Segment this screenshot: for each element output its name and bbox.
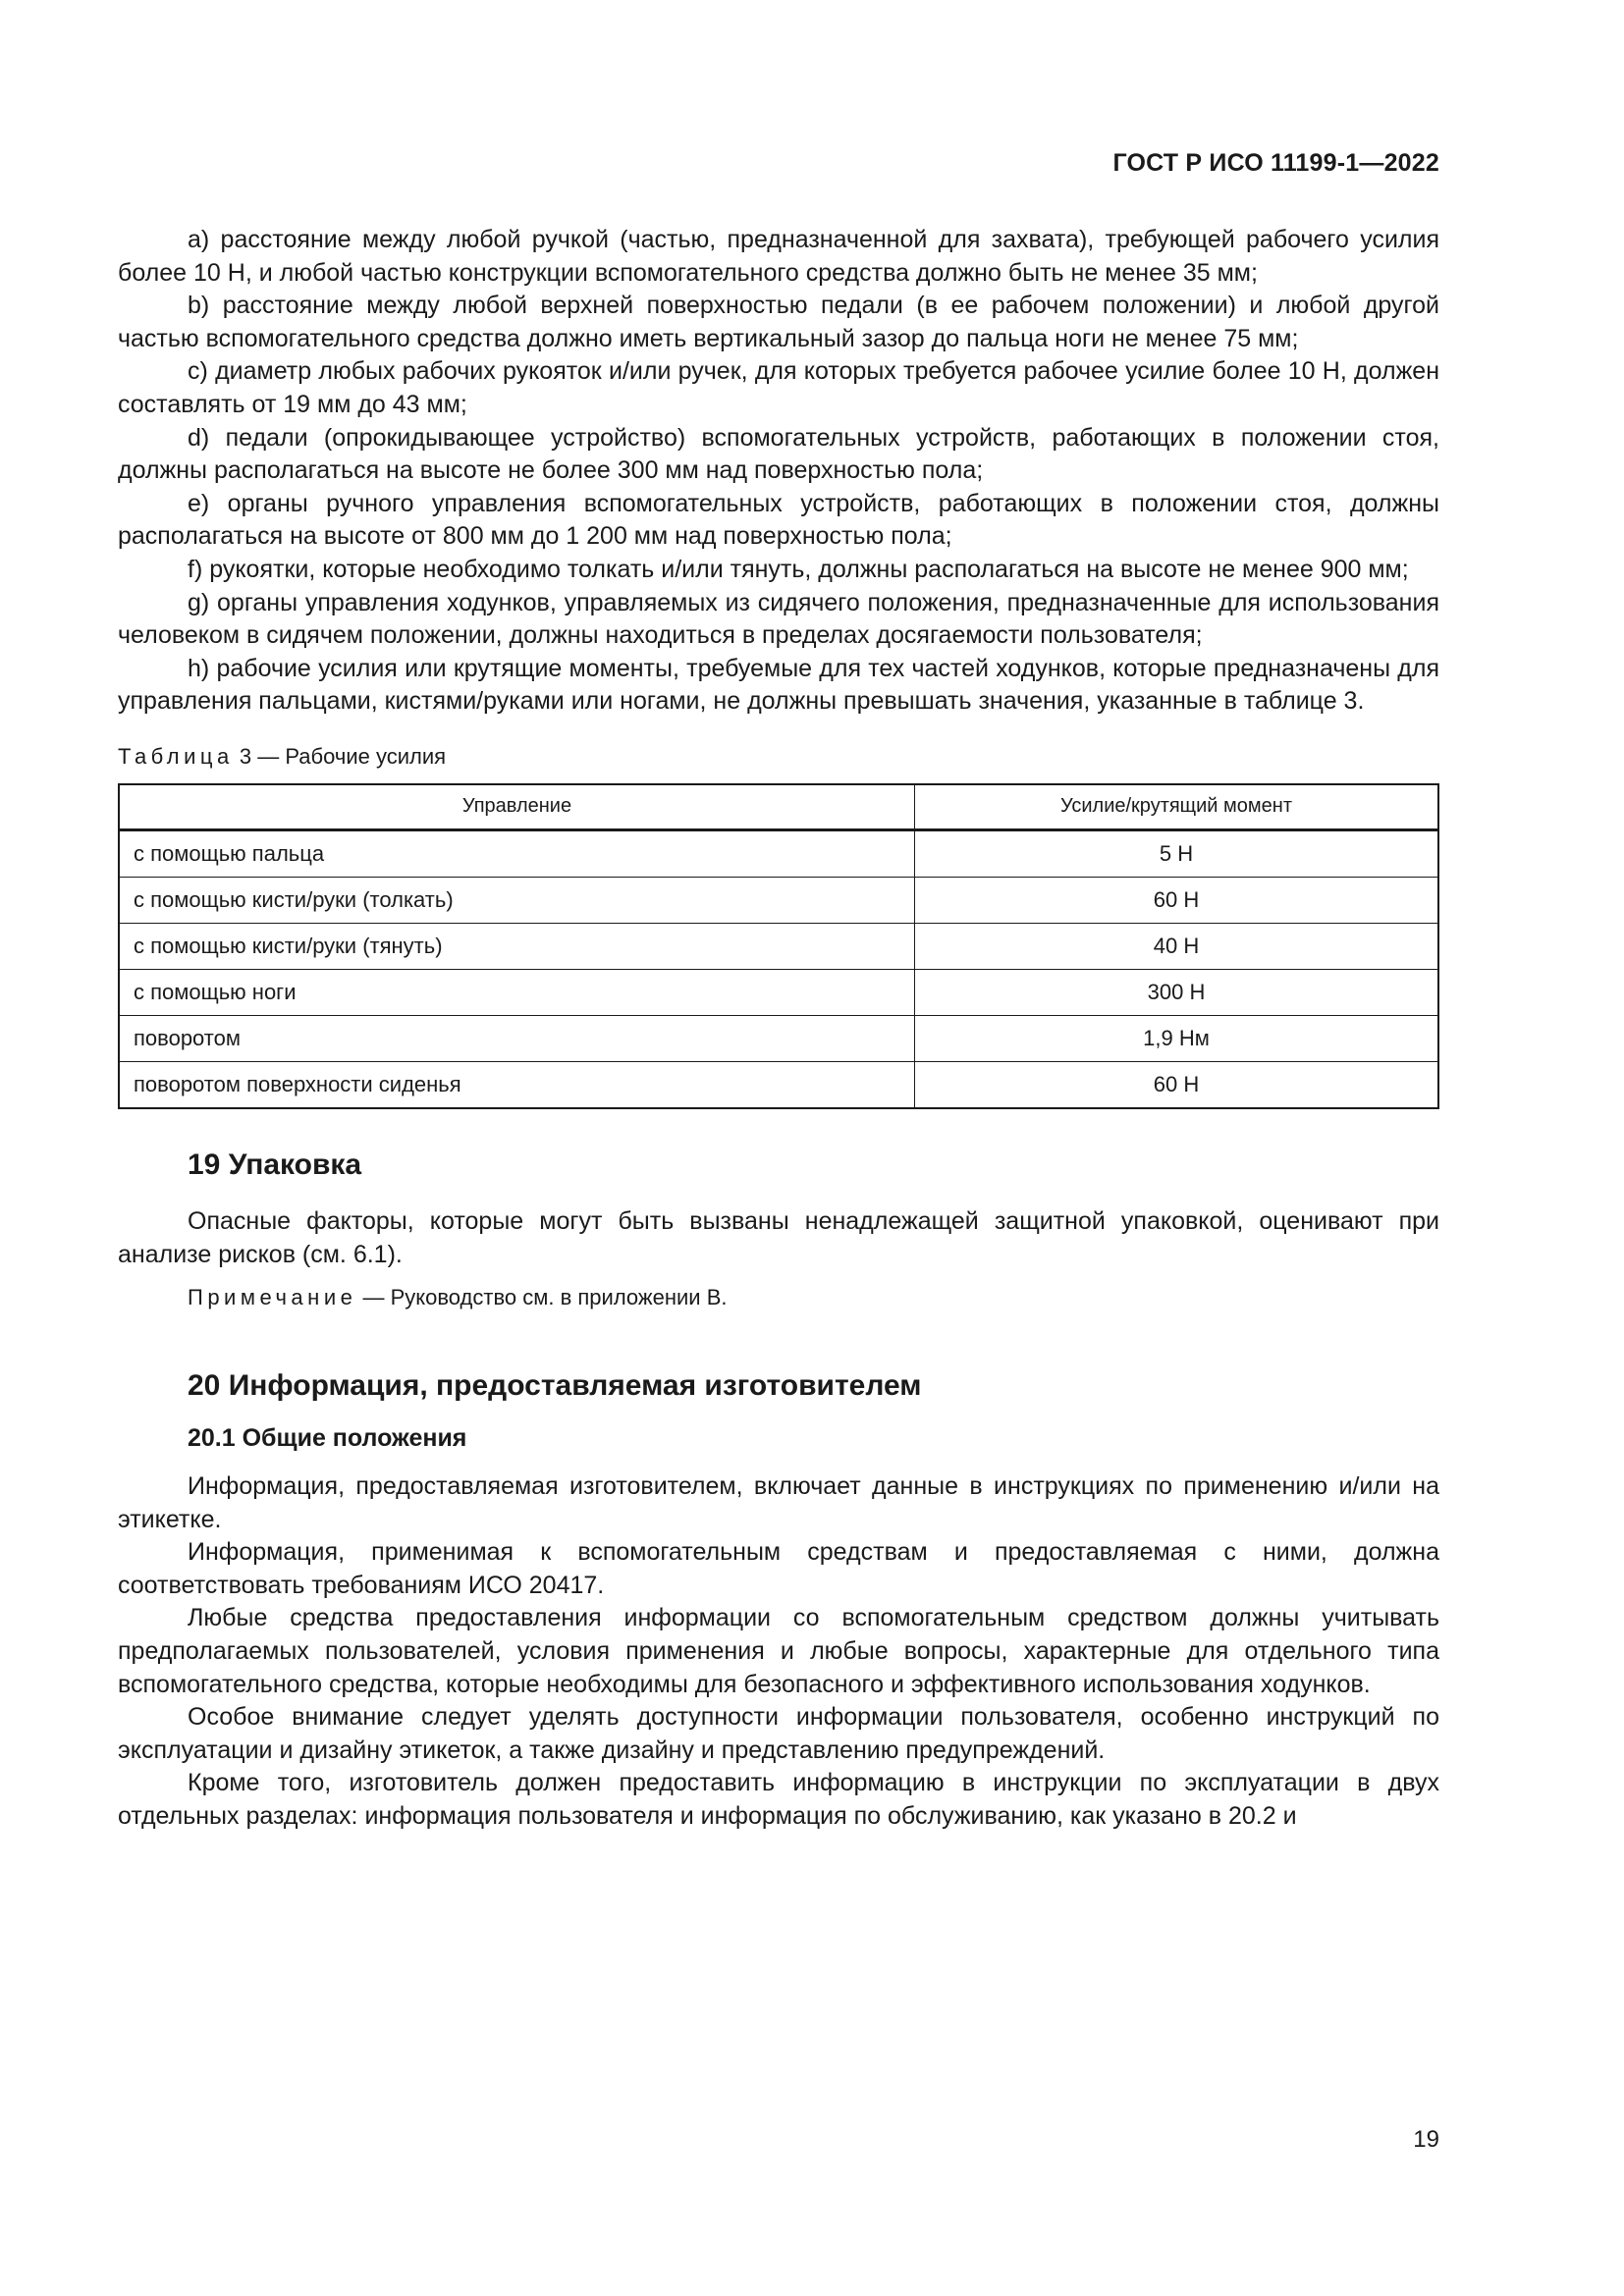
page-content	[118, 224, 1439, 1834]
note-text: — Руководство см. в приложении В.	[356, 1285, 728, 1310]
section-19-heading: 19 Упаковка	[188, 1148, 362, 1181]
document-code: ГОСТ Р ИСО 11199-1—2022	[1112, 149, 1439, 177]
table-cell-force: 40 Н	[915, 923, 1439, 969]
section-20-paragraph: Информация, применимая к вспомогательным средствам и предоставляемая с ними, должна соответствовать требованиям ИСО 20417.	[118, 1538, 1439, 1599]
requirement-h: h) рабочие усилия или крутящие моменты, требуемые для тех частей ходунков, которые предназначены для управления пальцами, кистями/руками или ногами, не должны превышать значения, указанные в таблице 3.	[118, 654, 1439, 716]
table-row	[119, 877, 1438, 923]
requirement-d: d) педали (опрокидывающее устройство) вспомогательных устройств, работающих в положении стоя, должны располагаться на высоте не более 300 мм над поверхностью пола;	[118, 423, 1439, 485]
section-20-1-heading: 20.1 Общие положения	[188, 1424, 467, 1453]
section-20-paragraph: Любые средства предоставления информации со вспомогательным средством должны учитывать предполагаемых пользователей, условия применения и любые вопросы, характерные для отдельного типа вспомогательного средства, которые необходимы для безопасного и эффективного использования ходунков.	[118, 1604, 1439, 1698]
section-20-paragraph: Кроме того, изготовитель должен предоставить информацию в инструкции по эксплуатации в двух отдельных разделах: информация пользователя и информация по обслуживанию, как указано в 20.2 и	[118, 1769, 1439, 1831]
section-19-note	[118, 1285, 1439, 1310]
table-cell-control: с помощью кисти/руки (толкать)	[119, 877, 915, 923]
page-number: 19	[1413, 2126, 1439, 2153]
table-caption	[118, 744, 1439, 770]
table-row	[119, 969, 1438, 1015]
section-20-paragraph: Информация, предоставляемая изготовителем, включает данные в инструкциях по применению и/или на этикетке.	[118, 1472, 1439, 1533]
table-cell-control: с помощью пальца	[119, 829, 915, 877]
table-cell-force: 300 Н	[915, 969, 1439, 1015]
table-row	[119, 1015, 1438, 1061]
table-cell-force: 1,9 Нм	[915, 1015, 1439, 1061]
requirement-c: c) диаметр любых рабочих рукояток и/или ручек, для которых требуется рабочее усилие более 10 Н, должен составлять от 19 мм до 43 мм;	[118, 357, 1439, 418]
requirement-f: f) рукоятки, которые необходимо толкать и/или тянуть, должны располагаться на высоте не менее 900 мм;	[188, 555, 1409, 583]
table-header-row	[119, 784, 1438, 830]
table-row	[119, 829, 1438, 877]
table-cell-control: поворотом поверхности сиденья	[119, 1061, 915, 1108]
table-caption-text: 3 — Рабочие усилия	[239, 743, 447, 769]
note-label: Примечание	[188, 1285, 357, 1310]
section-20-heading: 20 Информация, предоставляемая изготовителем	[188, 1369, 922, 1403]
table-cell-force: 5 Н	[915, 829, 1439, 877]
requirement-e: e) органы ручного управления вспомогательных устройств, работающих в положении стоя, должны располагаться на высоте от 800 мм до 1 200 мм над поверхностью пола;	[118, 489, 1439, 551]
table-row	[119, 923, 1438, 969]
table-cell-force: 60 Н	[915, 1061, 1439, 1108]
table-row	[119, 1061, 1438, 1108]
requirement-b: b) расстояние между любой верхней поверхностью педали (в ее рабочем положении) и любой другой частью вспомогательного средства должно иметь вертикальный зазор до пальца ноги не менее 75 мм;	[118, 292, 1439, 352]
section-19-text: Опасные факторы, которые могут быть вызваны ненадлежащей защитной упаковкой, оценивают при анализе рисков (см. 6.1).	[118, 1206, 1439, 1268]
table-cell-control: с помощью ноги	[119, 969, 915, 1015]
table-cell-force: 60 Н	[915, 877, 1439, 923]
column-header-force: Усилие/крутящий момент	[915, 784, 1439, 830]
table-cell-control: с помощью кисти/руки (тянуть)	[119, 923, 915, 969]
requirement-g: g) органы управления ходунков, управляемых из сидячего положения, предназначенные для использования человеком в сидячем положении, должны находиться в пределах досягаемости пользователя;	[118, 588, 1439, 650]
table-cell-control: поворотом	[119, 1015, 915, 1061]
table-caption-label: Таблица	[118, 743, 234, 769]
section-20-paragraph: Особое внимание следует уделять доступности информации пользователя, особенно инструкций по эксплуатации и дизайну этикеток, а также дизайну и представлению предупреждений.	[118, 1703, 1439, 1764]
operating-forces-table	[118, 783, 1439, 1109]
column-header-control: Управление	[119, 784, 915, 830]
requirement-a: a) расстояние между любой ручкой (частью, предназначенной для захвата), требующей рабочего усилия более 10 Н, и любой частью конструкции вспомогательного средства должно быть не менее 35 мм;	[118, 226, 1439, 287]
requirements-list	[118, 224, 1439, 719]
